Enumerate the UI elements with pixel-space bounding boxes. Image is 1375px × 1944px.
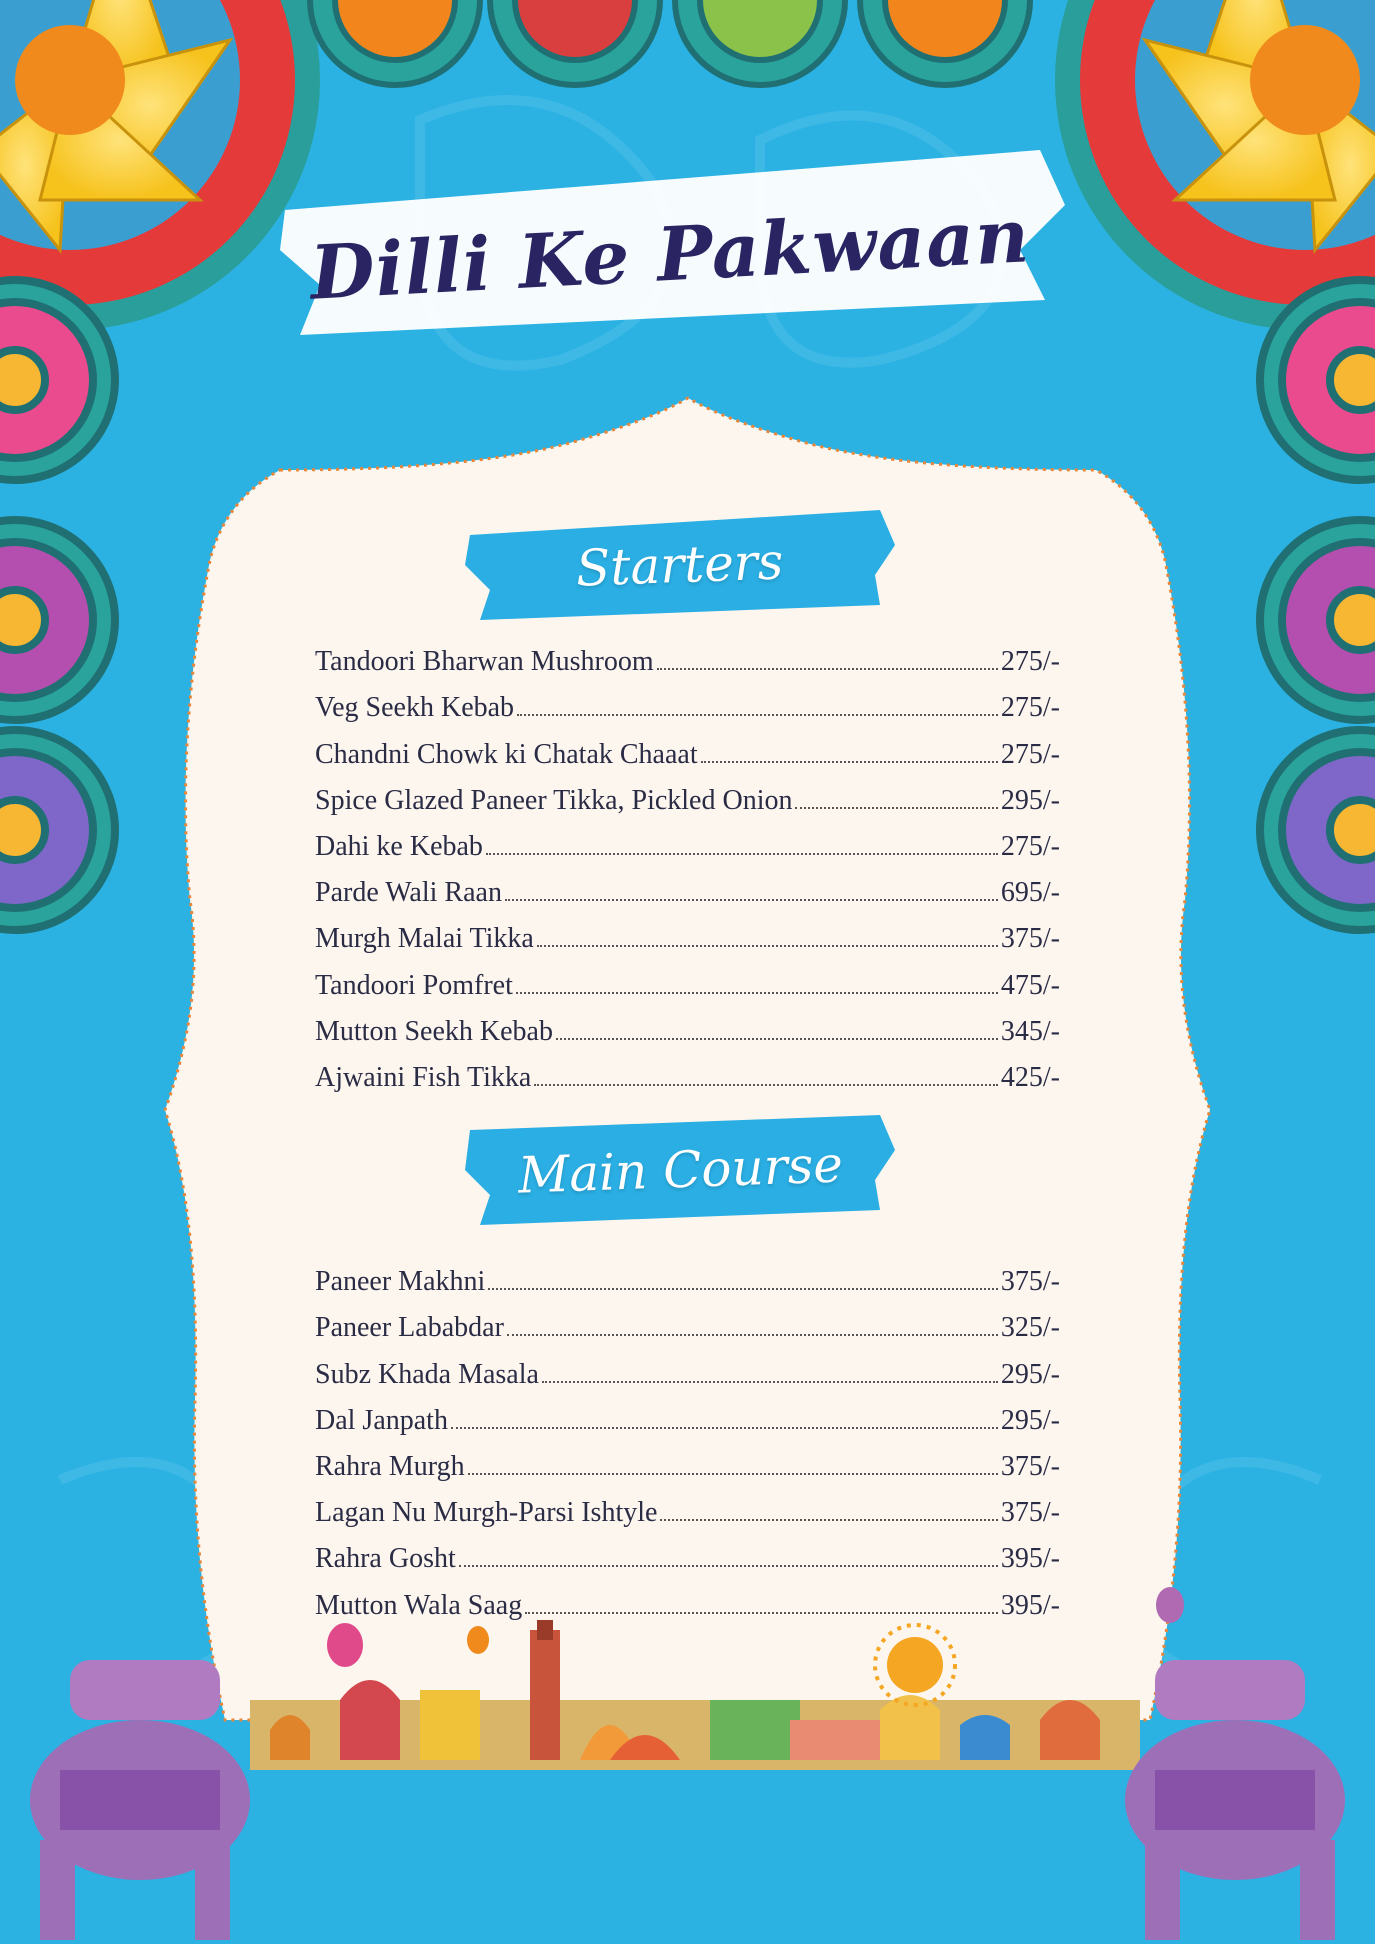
- item-name: Spice Glazed Paneer Tikka, Pickled Onion: [315, 784, 793, 816]
- menu-item: [315, 1252, 1060, 1298]
- menu-item: [315, 678, 1060, 724]
- menu-item: [315, 724, 1060, 770]
- item-price: 375/-: [1000, 1450, 1060, 1482]
- item-price: 275/-: [1000, 738, 1060, 770]
- item-name: Tandoori Pomfret: [315, 969, 513, 1001]
- item-price: 275/-: [1000, 692, 1060, 724]
- item-name: Rahra Gosht: [315, 1543, 456, 1575]
- section-title-main-course-text: Main Course: [516, 1135, 844, 1205]
- item-price: 375/-: [1000, 1266, 1060, 1298]
- menu-item: [315, 1002, 1060, 1048]
- dot-leader: [451, 1427, 998, 1429]
- dot-leader: [534, 1084, 998, 1086]
- right-rosettes-icon: [1260, 280, 1375, 930]
- item-price: 425/-: [1000, 1061, 1060, 1093]
- item-name: Subz Khada Masala: [315, 1358, 539, 1390]
- dot-leader: [488, 1288, 998, 1290]
- dot-leader: [486, 853, 998, 855]
- menu-item: [315, 1529, 1060, 1575]
- item-price: 695/-: [1000, 877, 1060, 909]
- dot-leader: [537, 945, 998, 947]
- item-price: 375/-: [1000, 1497, 1060, 1529]
- dot-leader: [542, 1381, 998, 1383]
- dot-leader: [657, 668, 998, 670]
- dot-leader: [795, 807, 997, 809]
- item-name: Paneer Lababdar: [315, 1312, 504, 1344]
- dot-leader: [660, 1519, 997, 1521]
- item-price: 275/-: [1000, 646, 1060, 678]
- starters-list: [315, 632, 1060, 1094]
- item-name: Tandoori Bharwan Mushroom: [315, 646, 654, 678]
- item-price: 375/-: [1000, 923, 1060, 955]
- main-course-list: [315, 1252, 1060, 1622]
- item-price: 325/-: [1000, 1312, 1060, 1344]
- item-name: Mutton Wala Saag: [315, 1589, 523, 1621]
- right-elephant-icon: [1125, 1660, 1345, 1940]
- dot-leader: [516, 992, 998, 994]
- item-name: Lagan Nu Murgh-Parsi Ishtyle: [315, 1497, 658, 1529]
- dot-leader: [507, 1334, 998, 1336]
- left-elephant-icon: [30, 1660, 250, 1940]
- section-title-main-course: [470, 1125, 890, 1215]
- top-right-mandala-icon: [1055, 0, 1375, 330]
- item-price: 395/-: [1000, 1589, 1060, 1621]
- item-name: Paneer Makhni: [315, 1266, 486, 1298]
- item-name: Dahi ke Kebab: [315, 830, 483, 862]
- menu-item: [315, 1298, 1060, 1344]
- item-name: Dal Janpath: [315, 1404, 448, 1436]
- menu-item: [315, 1575, 1060, 1621]
- item-price: 295/-: [1000, 784, 1060, 816]
- section-title-starters: [470, 520, 890, 610]
- item-price: 345/-: [1000, 1015, 1060, 1047]
- item-price: 295/-: [1000, 1404, 1060, 1436]
- item-name: Veg Seekh Kebab: [315, 692, 515, 724]
- item-name: Parde Wali Raan: [315, 877, 502, 909]
- menu-item: [315, 1048, 1060, 1094]
- item-price: 275/-: [1000, 830, 1060, 862]
- dot-leader: [517, 714, 998, 716]
- menu-title: [290, 185, 1050, 325]
- dot-leader: [505, 899, 998, 901]
- item-price: 395/-: [1000, 1543, 1060, 1575]
- menu-item: [315, 1437, 1060, 1483]
- dot-leader: [556, 1038, 998, 1040]
- top-left-mandala-icon: [0, 0, 320, 330]
- item-name: Mutton Seekh Kebab: [315, 1015, 553, 1047]
- menu-item: [315, 1391, 1060, 1437]
- item-price: 475/-: [1000, 969, 1060, 1001]
- menu-item: [315, 771, 1060, 817]
- menu-title-text: Dilli Ke Pakwaan: [308, 193, 1032, 317]
- dot-leader: [701, 761, 998, 763]
- dot-leader: [468, 1473, 998, 1475]
- menu-item: [315, 1483, 1060, 1529]
- menu-item: [315, 863, 1060, 909]
- left-rosettes-icon: [0, 280, 115, 930]
- item-name: Rahra Murgh: [315, 1450, 465, 1482]
- item-name: Chandni Chowk ki Chatak Chaaat: [315, 738, 698, 770]
- menu-item: [315, 632, 1060, 678]
- menu-item: [315, 817, 1060, 863]
- item-name: Murgh Malai Tikka: [315, 923, 534, 955]
- menu-item: [315, 909, 1060, 955]
- dot-leader: [459, 1565, 998, 1567]
- menu-item: [315, 1344, 1060, 1390]
- section-title-starters-text: Starters: [575, 532, 785, 598]
- top-arches-icon: [310, 0, 1030, 85]
- item-price: 295/-: [1000, 1358, 1060, 1390]
- item-name: Ajwaini Fish Tikka: [315, 1061, 532, 1093]
- menu-item: [315, 955, 1060, 1001]
- dot-leader: [525, 1612, 998, 1614]
